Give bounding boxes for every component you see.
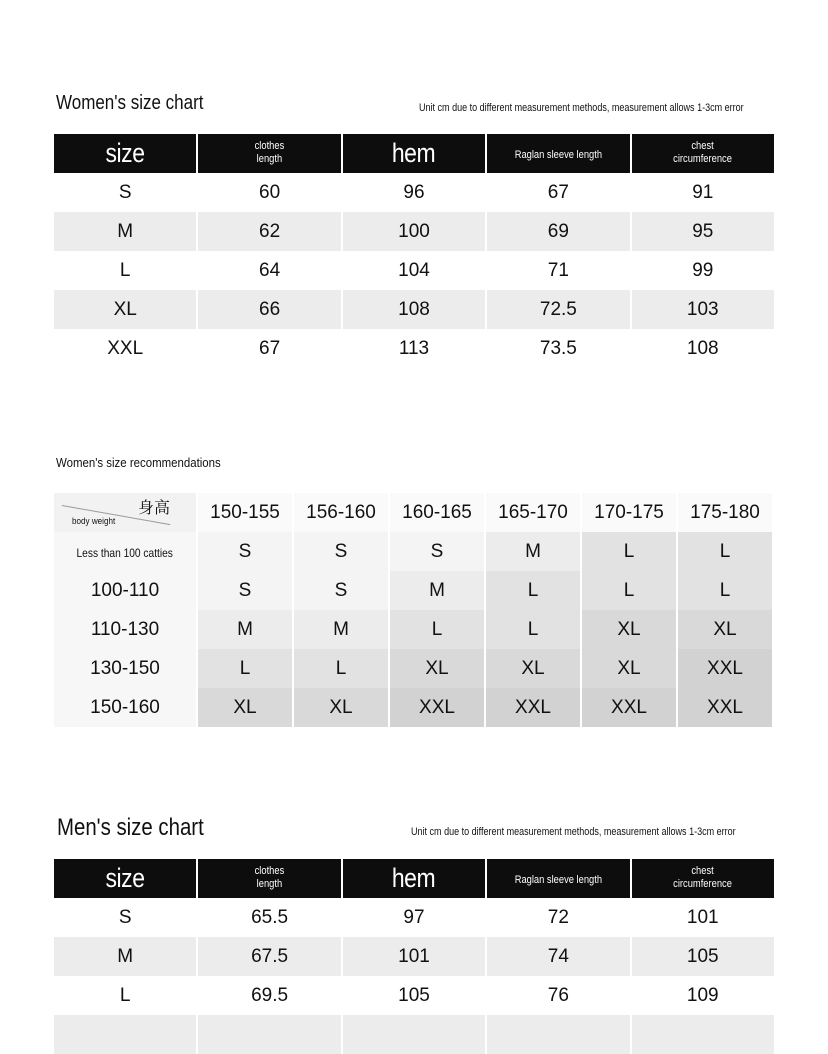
size-row xyxy=(54,1015,774,1054)
measurement-cell xyxy=(198,1015,340,1054)
measurement-cell: 66 xyxy=(198,290,340,329)
measurement-cell xyxy=(487,1015,629,1054)
height-range: 160-165 xyxy=(390,493,484,532)
measurement-cell: 72 xyxy=(547,906,569,928)
weight-range: 130-150 xyxy=(54,649,196,688)
header-hem: hem xyxy=(343,134,485,173)
recommended-size-cell: XL xyxy=(294,688,388,727)
size-row xyxy=(54,898,774,937)
weight-range: 110-130 xyxy=(54,610,196,649)
header-size: size xyxy=(54,859,196,898)
measurement-cell: 64 xyxy=(259,259,281,281)
men-size-chart-title: Men's size chart xyxy=(57,814,204,841)
measurement-cell xyxy=(343,1015,485,1054)
men-size-header-row xyxy=(54,859,774,898)
recommended-size-cell: S xyxy=(390,532,484,571)
recommended-size-cell: L xyxy=(486,610,580,649)
size-label-cell: XL xyxy=(54,290,196,329)
size-label-cell: XXL xyxy=(107,337,144,359)
measurement-cell: 108 xyxy=(686,337,719,359)
men-measurement-note: Unit cm due to different measurement methods, measurement allows 1-3cm error xyxy=(411,826,736,838)
weight-row xyxy=(54,649,772,688)
recommended-size-cell: M xyxy=(198,610,292,649)
size-row xyxy=(54,937,774,976)
recommended-size-cell: XXL xyxy=(678,688,772,727)
size-recommendation-table xyxy=(52,493,774,727)
size-row xyxy=(54,212,774,251)
recommended-size-cell: XL xyxy=(582,649,676,688)
measurement-cell: 95 xyxy=(632,212,774,251)
height-range: 170-175 xyxy=(582,493,676,532)
weight-row xyxy=(54,688,772,727)
weight-row xyxy=(54,532,772,571)
size-recommendations-title: Women's size recommendations xyxy=(56,455,221,470)
recommended-size-cell: XL xyxy=(198,688,292,727)
header-clothes-length: clothes length xyxy=(198,859,340,898)
recommended-size-cell: L xyxy=(678,532,772,571)
measurement-cell: 72.5 xyxy=(487,290,629,329)
measurement-cell: 60 xyxy=(259,181,281,203)
recommended-size-cell: L xyxy=(678,571,772,610)
measurement-cell: 74 xyxy=(487,937,629,976)
measurement-cell: 67 xyxy=(547,181,569,203)
measurement-cell: 99 xyxy=(692,259,714,281)
recommended-size-cell: XL xyxy=(390,649,484,688)
header-chest-circumference: chest circumference xyxy=(632,859,774,898)
corner-cell xyxy=(54,493,196,532)
measurement-cell: 108 xyxy=(343,290,485,329)
measurement-cell: 105 xyxy=(632,937,774,976)
size-label-cell: M xyxy=(54,937,196,976)
recommended-size-cell: XL xyxy=(486,649,580,688)
recommended-size-cell: L xyxy=(198,649,292,688)
measurement-cell: 69 xyxy=(487,212,629,251)
recommended-size-cell: L xyxy=(582,571,676,610)
header-size: size xyxy=(54,134,196,173)
recommended-size-cell: S xyxy=(294,571,388,610)
weight-range: 100-110 xyxy=(54,571,196,610)
size-label-cell: L xyxy=(119,984,131,1006)
measurement-cell: 104 xyxy=(398,259,430,281)
size-label-cell: S xyxy=(118,906,132,928)
size-label-cell xyxy=(54,1015,196,1054)
measurement-cell: 65.5 xyxy=(251,906,289,928)
measurement-cell: 76 xyxy=(547,984,569,1006)
measurement-cell xyxy=(632,1015,774,1054)
measurement-cell: 96 xyxy=(403,181,425,203)
weight-range: 150-160 xyxy=(54,688,196,727)
recommended-size-cell: S xyxy=(294,532,388,571)
size-label-cell: S xyxy=(118,181,132,203)
weight-row xyxy=(54,571,772,610)
header-raglan-sleeve-length: Raglan sleeve length xyxy=(487,134,629,173)
header-clothes-length: clothes length xyxy=(198,134,340,173)
recommended-size-cell: L xyxy=(390,610,484,649)
recommended-size-cell: M xyxy=(294,610,388,649)
header-chest-circumference: chest circumference xyxy=(632,134,774,173)
recommended-size-cell: S xyxy=(198,532,292,571)
recommended-size-cell: L xyxy=(582,532,676,571)
size-row xyxy=(54,290,774,329)
men-size-table xyxy=(52,859,776,1054)
recommended-size-cell: XXL xyxy=(678,649,772,688)
women-size-chart-title: Women's size chart xyxy=(56,92,204,114)
recommended-size-cell: M xyxy=(390,571,484,610)
recommended-size-cell: M xyxy=(486,532,580,571)
women-size-header-row xyxy=(54,134,774,173)
measurement-cell: 103 xyxy=(632,290,774,329)
size-row xyxy=(54,251,774,290)
size-row xyxy=(54,329,774,368)
height-range: 165-170 xyxy=(486,493,580,532)
measurement-cell: 100 xyxy=(343,212,485,251)
measurement-cell: 105 xyxy=(398,984,430,1006)
measurement-cell: 62 xyxy=(198,212,340,251)
measurement-cell: 109 xyxy=(686,984,719,1006)
measurement-cell: 67 xyxy=(259,337,281,359)
height-header-row xyxy=(54,493,772,532)
weight-row xyxy=(54,610,772,649)
header-hem: hem xyxy=(343,859,485,898)
measurement-cell: 71 xyxy=(547,259,569,281)
women-size-table xyxy=(52,134,776,368)
recommended-size-cell: S xyxy=(198,571,292,610)
recommended-size-cell: XXL xyxy=(582,688,676,727)
measurement-cell: 67.5 xyxy=(198,937,340,976)
measurement-cell: 113 xyxy=(398,337,430,359)
recommended-size-cell: XL xyxy=(678,610,772,649)
height-range: 150-155 xyxy=(198,493,292,532)
measurement-cell: 91 xyxy=(692,181,714,203)
height-range: 156-160 xyxy=(294,493,388,532)
measurement-cell: 73.5 xyxy=(539,337,577,359)
height-label: 身高 xyxy=(137,500,170,517)
recommended-size-cell: XXL xyxy=(390,688,484,727)
weight-label: body weight xyxy=(72,516,116,526)
recommended-size-cell: XL xyxy=(582,610,676,649)
measurement-cell: 97 xyxy=(403,906,425,928)
height-range: 175-180 xyxy=(678,493,772,532)
size-row xyxy=(54,173,774,212)
recommended-size-cell: XXL xyxy=(486,688,580,727)
size-label-cell: L xyxy=(119,259,131,281)
measurement-cell: 69.5 xyxy=(251,984,289,1006)
recommended-size-cell: L xyxy=(294,649,388,688)
recommended-size-cell: L xyxy=(486,571,580,610)
measurement-cell: 101 xyxy=(343,937,485,976)
size-row xyxy=(54,976,774,1015)
women-measurement-note: Unit cm due to different measurement methods, measurement allows 1-3cm error xyxy=(419,102,744,114)
header-raglan-sleeve-length: Raglan sleeve length xyxy=(487,859,629,898)
weight-range: Less than 100 catties xyxy=(54,532,196,571)
measurement-cell: 101 xyxy=(686,906,719,928)
size-label-cell: M xyxy=(54,212,196,251)
